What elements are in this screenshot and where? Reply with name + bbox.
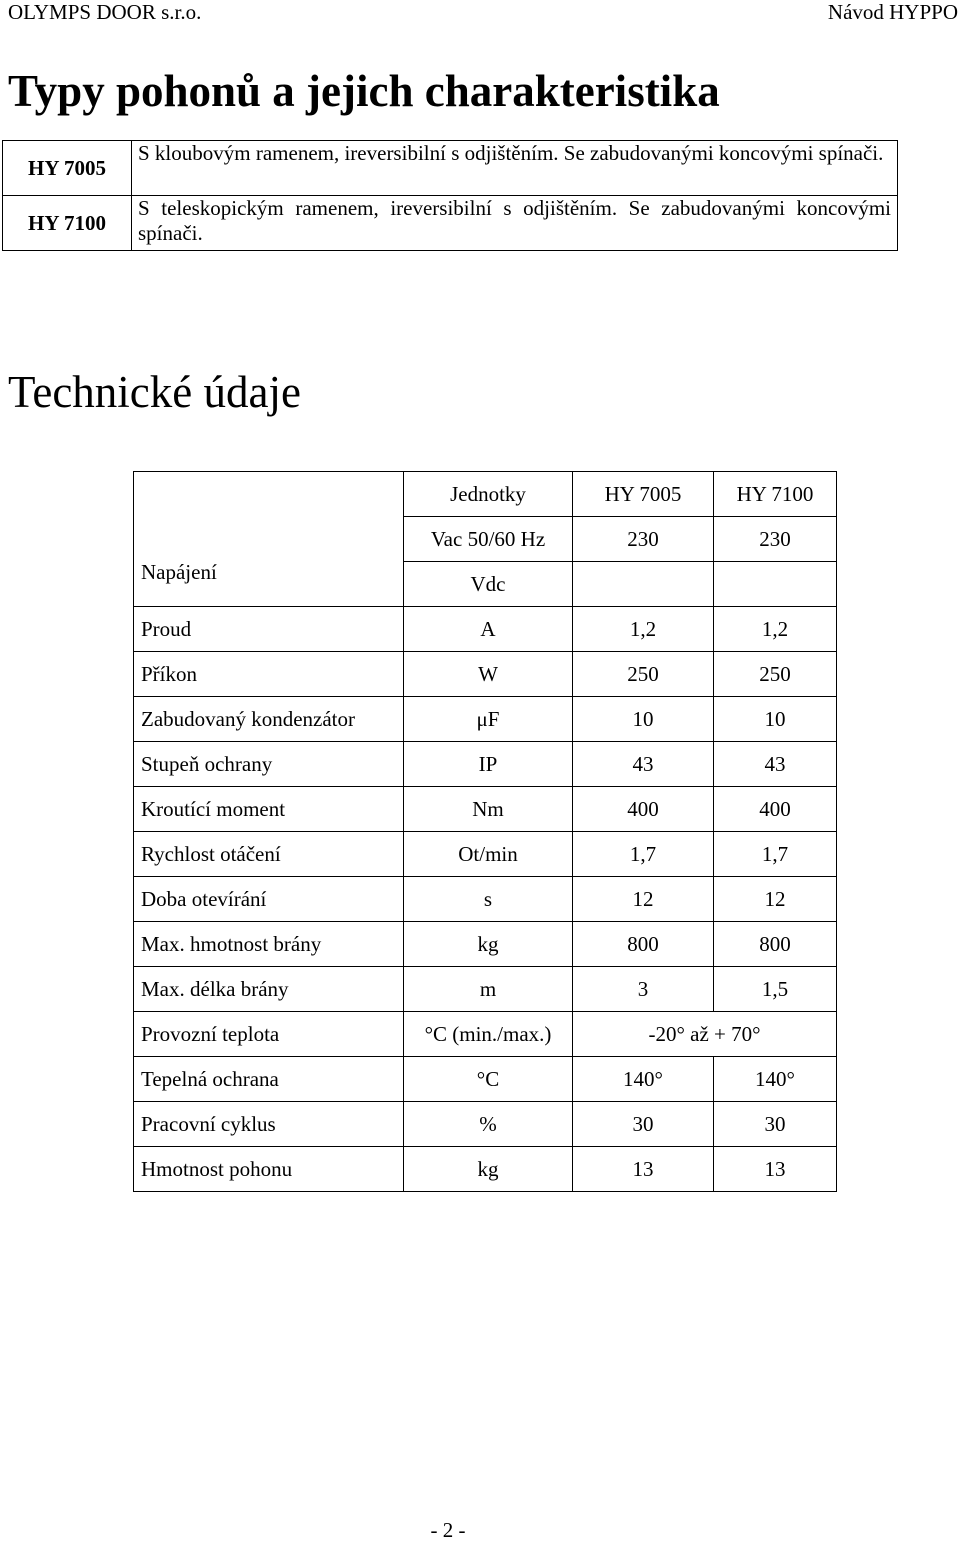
header-company: OLYMPS DOOR s.r.o. — [8, 0, 202, 24]
param-cell: Kroutící moment — [134, 787, 404, 832]
unit-cell: % — [404, 1102, 573, 1147]
unit-cell: Nm — [404, 787, 573, 832]
hy7005-cell: 250 — [573, 652, 714, 697]
page-number: - 2 - — [430, 1518, 466, 1542]
drive-type-description: S kloubovým ramenem, ireversibilní s odjištěním. Se zabudovanými koncovými spínači. — [132, 141, 898, 196]
hy7005-cell: 30 — [573, 1102, 714, 1147]
param-cell: Provozní teplota — [134, 1012, 404, 1057]
hy7005-cell: 1,7 — [573, 832, 714, 877]
table-row — [134, 652, 837, 697]
header-document-title: Návod HYPPO — [827, 0, 958, 24]
power-ac-unit: Vac 50/60 Hz — [404, 517, 573, 562]
power-dc-hy7100 — [714, 562, 837, 607]
power-label: Napájení — [134, 539, 404, 584]
unit-cell: °C (min./max.) — [404, 1012, 573, 1057]
table-row — [134, 967, 837, 1012]
unit-cell: W — [404, 652, 573, 697]
technical-data-title: Technické údaje — [8, 367, 301, 417]
hy7100-cell: 30 — [714, 1102, 837, 1147]
table-row — [134, 1102, 837, 1147]
hy7100-cell: 250 — [714, 652, 837, 697]
unit-cell: IP — [404, 742, 573, 787]
table-row — [134, 607, 837, 652]
param-cell: Pracovní cyklus — [134, 1102, 404, 1147]
param-cell: Příkon — [134, 652, 404, 697]
unit-cell: A — [404, 607, 573, 652]
param-cell: Zabudovaný kondenzátor — [134, 697, 404, 742]
hy7100-cell: 140° — [714, 1057, 837, 1102]
hy7005-cell: 12 — [573, 877, 714, 922]
table-row — [134, 787, 837, 832]
param-cell: Tepelná ochrana — [134, 1057, 404, 1102]
param-cell: Max. délka brány — [134, 967, 404, 1012]
hy7100-cell: 12 — [714, 877, 837, 922]
hy7100-cell: 1,7 — [714, 832, 837, 877]
param-cell: Rychlost otáčení — [134, 832, 404, 877]
drive-type-row — [3, 196, 898, 251]
technical-data-table — [133, 471, 837, 1192]
hy7100-cell: 800 — [714, 922, 837, 967]
param-cell: Hmotnost pohonu — [134, 1147, 404, 1192]
hy7005-cell: 1,2 — [573, 607, 714, 652]
temperature-range-cell: -20° až + 70° — [573, 1012, 837, 1057]
power-dc-unit: Vdc — [404, 562, 573, 607]
header-empty-cell — [134, 472, 404, 517]
hy7005-cell: 3 — [573, 967, 714, 1012]
param-cell: Stupeň ochrany — [134, 742, 404, 787]
param-cell: Doba otevírání — [134, 877, 404, 922]
hy7100-cell: 13 — [714, 1147, 837, 1192]
table-row-power-ac — [134, 517, 837, 562]
header-units: Jednotky — [404, 472, 573, 517]
unit-cell: kg — [404, 922, 573, 967]
table-row — [134, 742, 837, 787]
drive-types-table — [2, 140, 898, 251]
unit-cell: s — [404, 877, 573, 922]
hy7100-cell: 43 — [714, 742, 837, 787]
unit-cell: m — [404, 967, 573, 1012]
table-row — [134, 697, 837, 742]
table-row — [134, 1057, 837, 1102]
hy7005-cell: 400 — [573, 787, 714, 832]
power-ac-hy7100: 230 — [714, 517, 837, 562]
types-section-title: Typy pohonů a jejich charakteristika — [8, 66, 720, 116]
param-cell: Max. hmotnost brány — [134, 922, 404, 967]
hy7100-cell: 10 — [714, 697, 837, 742]
table-row — [134, 922, 837, 967]
header-hy7005: HY 7005 — [573, 472, 714, 517]
power-dc-hy7005 — [573, 562, 714, 607]
table-row-temperature — [134, 1012, 837, 1057]
hy7005-cell: 13 — [573, 1147, 714, 1192]
param-cell: Proud — [134, 607, 404, 652]
power-ac-hy7005: 230 — [573, 517, 714, 562]
hy7005-cell: 140° — [573, 1057, 714, 1102]
hy7100-cell: 400 — [714, 787, 837, 832]
unit-cell: kg — [404, 1147, 573, 1192]
drive-type-row — [3, 141, 898, 196]
table-row — [134, 877, 837, 922]
drive-type-description: S teleskopickým ramenem, ireversibilní s odjištěním. Se zabudovanými koncovými spínači. — [132, 196, 898, 251]
unit-cell: °C — [404, 1057, 573, 1102]
header-hy7100: HY 7100 — [714, 472, 837, 517]
hy7005-cell: 43 — [573, 742, 714, 787]
unit-cell: μF — [404, 697, 573, 742]
unit-cell: Ot/min — [404, 832, 573, 877]
table-row — [134, 1147, 837, 1192]
hy7100-cell: 1,2 — [714, 607, 837, 652]
drive-type-model: HY 7005 — [3, 141, 132, 196]
table-header-row — [134, 472, 837, 517]
hy7005-cell: 10 — [573, 697, 714, 742]
drive-type-model: HY 7100 — [3, 196, 132, 251]
table-row — [134, 832, 837, 877]
hy7005-cell: 800 — [573, 922, 714, 967]
hy7100-cell: 1,5 — [714, 967, 837, 1012]
